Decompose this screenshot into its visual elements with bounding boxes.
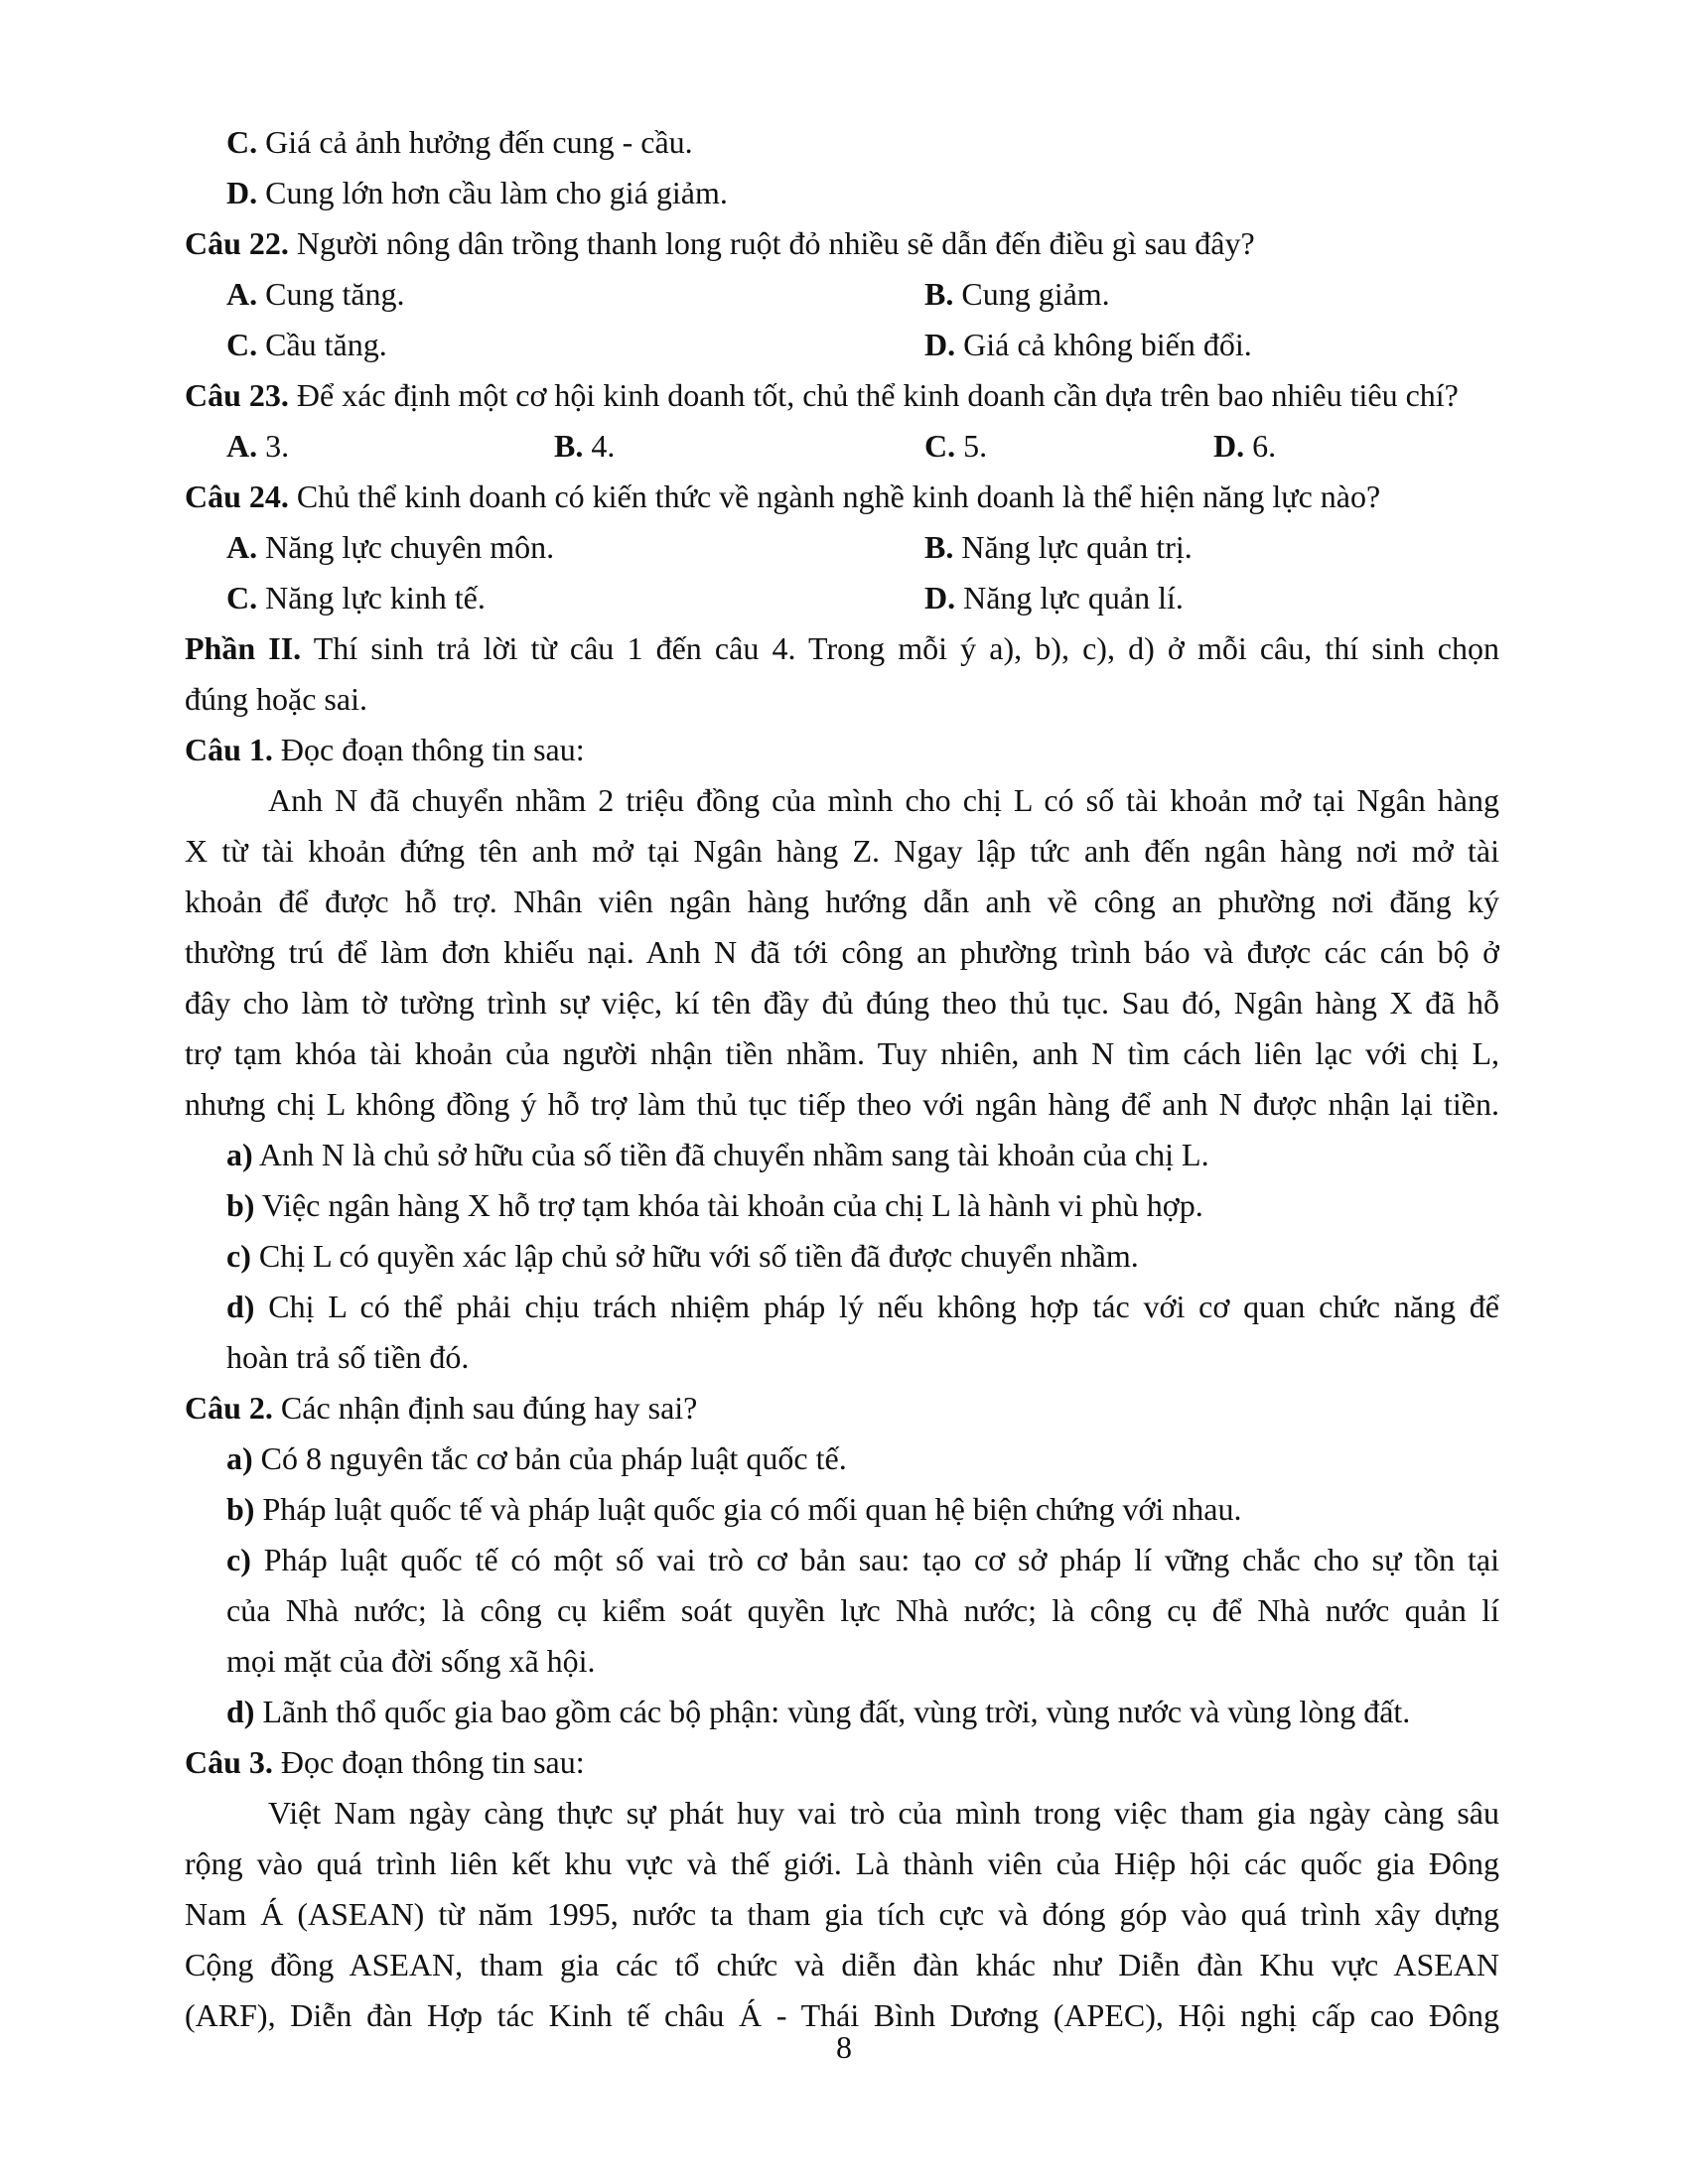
option-b: B. Cung giảm.	[924, 276, 1110, 312]
question-24	[185, 472, 1499, 522]
statement-d-cont: hoàn trả số tiền đó.	[226, 1339, 470, 1375]
statement-b: b) Việc ngân hàng X hỗ trợ tạm khóa tài khoản của chị L là hành vi phù hợp.	[226, 1187, 1203, 1223]
question-label: Câu 23.	[185, 377, 289, 413]
options-row	[185, 320, 1499, 370]
passage-line: trợ tạm khóa tài khoản của người nhận tiền nhầm. Tuy nhiên, anh N tìm cách liên lạc với chị L,	[185, 1035, 1499, 1071]
passage-line: Anh N đã chuyển nhầm 2 triệu đồng của mình cho chị L có số tài khoản mở tại Ngân hàng	[268, 782, 1499, 818]
passage-line: (ARF), Diễn đàn Hợp tác Kinh tế châu Á - Thái Bình Dương (APEC), Hội nghị cấp cao Đông	[185, 1997, 1499, 2033]
part-label: Phần II.	[185, 630, 302, 666]
part-2-heading	[185, 623, 1499, 674]
option-text: Giá cả ảnh hưởng đến cung - cầu.	[257, 124, 693, 160]
part2-question-3	[185, 1737, 1499, 1788]
part2-question-1	[185, 725, 1499, 775]
option-label: D.	[226, 175, 258, 210]
question-label: Câu 1.	[185, 732, 273, 767]
page-number: 8	[836, 2029, 852, 2065]
question-text: Các nhận định sau đúng hay sai?	[272, 1390, 698, 1426]
option-label: C.	[226, 124, 258, 160]
question-text: Chủ thể kinh doanh có kiến thức về ngành nghề kinh doanh là thể hiện năng lực nào?	[288, 478, 1381, 514]
statement-a: a) Anh N là chủ sở hữu của số tiền đã chuyển nhầm sang tài khoản của chị L.	[226, 1137, 1209, 1172]
question-text: Đọc đoạn thông tin sau:	[272, 1744, 585, 1780]
option-line	[185, 168, 1499, 218]
statement-c: c) Chị L có quyền xác lập chủ sở hữu với số tiền đã được chuyển nhầm.	[226, 1238, 1139, 1274]
passage-line: Cộng đồng ASEAN, tham gia các tổ chức và diễn đàn khác như Diễn đàn Khu vực ASEAN	[185, 1947, 1499, 1982]
option-c: C. Cầu tăng.	[226, 327, 387, 362]
statement-c-cont: của Nhà nước; là công cụ kiểm soát quyền lực Nhà nước; là công cụ để Nhà nước quản lí	[226, 1592, 1499, 1628]
question-label: Câu 24.	[185, 478, 289, 514]
document-page	[185, 117, 1499, 2041]
question-label: Câu 3.	[185, 1744, 273, 1780]
statement-d: d) Lãnh thổ quốc gia bao gồm các bộ phận: vùng đất, vùng trời, vùng nước và vùng lòng đất.	[226, 1694, 1411, 1729]
option-d: D. 6.	[1213, 428, 1277, 464]
option-a: A. Năng lực chuyên môn.	[226, 529, 555, 565]
passage-line: rộng vào quá trình liên kết khu vực và thế giới. Là thành viên của Hiệp hội các quốc gia Đông	[185, 1845, 1499, 1881]
statement-b: b) Pháp luật quốc tế và pháp luật quốc gia có mối quan hệ biện chứng với nhau.	[226, 1491, 1242, 1527]
question-22	[185, 218, 1499, 269]
option-a: A. 3.	[226, 428, 290, 464]
question-label: Câu 2.	[185, 1390, 273, 1426]
passage-line: đây cho làm tờ tường trình sự việc, kí tên đầy đủ đúng theo thủ tục. Sau đó, Ngân hàng X đã hỗ	[185, 985, 1499, 1021]
option-b: B. 4.	[554, 428, 616, 464]
option-c: C. Năng lực kinh tế.	[226, 580, 486, 615]
passage-line: khoản để được hỗ trợ. Nhân viên ngân hàng hướng dẫn anh về công an phường nơi đăng ký	[185, 884, 1499, 919]
options-row	[185, 421, 1499, 472]
statement-c-cont: mọi mặt của đời sống xã hội.	[226, 1643, 596, 1679]
passage-line: X từ tài khoản đứng tên anh mở tại Ngân hàng Z. Ngay lập tức anh đến ngân hàng nơi mở tài	[185, 833, 1499, 869]
option-d: D. Giá cả không biến đổi.	[924, 327, 1252, 362]
passage-line: thường trú để làm đơn khiếu nại. Anh N đã tới công an phường trình báo và được các cán bộ ở	[185, 934, 1499, 970]
option-text: Cung lớn hơn cầu làm cho giá giảm.	[257, 175, 728, 210]
question-text: Đọc đoạn thông tin sau:	[272, 732, 585, 767]
statement-c: c) Pháp luật quốc tế có một số vai trò cơ bản sau: tạo cơ sở pháp lí vững chắc cho sự tồn tại	[226, 1542, 1499, 1577]
part-instructions: Thí sinh trả lời từ câu 1 đến câu 4. Trong mỗi ý a), b), c), d) ở mỗi câu, thí sinh chọn	[301, 630, 1499, 666]
part2-question-2	[185, 1383, 1499, 1433]
part-2-heading-cont: đúng hoặc sai.	[185, 681, 367, 717]
options-row	[185, 522, 1499, 573]
question-text: Để xác định một cơ hội kinh doanh tốt, chủ thể kinh doanh cần dựa trên bao nhiêu tiêu chí?	[288, 377, 1459, 413]
statement-d: d) Chị L có thể phải chịu trách nhiệm pháp lý nếu không hợp tác với cơ quan chức năng để	[226, 1289, 1499, 1324]
question-label: Câu 22.	[185, 225, 289, 261]
option-c: C. 5.	[924, 428, 988, 464]
question-23	[185, 370, 1499, 421]
passage-line: nhưng chị L không đồng ý hỗ trợ làm thủ tục tiếp theo với ngân hàng để anh N được nhận lại tiền.	[185, 1086, 1499, 1122]
passage-line: Việt Nam ngày càng thực sự phát huy vai trò của mình trong việc tham gia ngày càng sâu	[268, 1795, 1499, 1831]
option-d: D. Năng lực quản lí.	[924, 580, 1184, 615]
question-text: Người nông dân trồng thanh long ruột đỏ nhiều sẽ dẫn đến điều gì sau đây?	[288, 225, 1255, 261]
passage-line: Nam Á (ASEAN) từ năm 1995, nước ta tham gia tích cực và đóng góp vào quá trình xây dựng	[185, 1896, 1499, 1932]
option-a: A. Cung tăng.	[226, 276, 405, 312]
options-row	[185, 269, 1499, 320]
option-b: B. Năng lực quản trị.	[924, 529, 1193, 565]
options-row	[185, 573, 1499, 623]
option-line	[185, 117, 1499, 168]
statement-a: a) Có 8 nguyên tắc cơ bản của pháp luật quốc tế.	[226, 1440, 847, 1476]
